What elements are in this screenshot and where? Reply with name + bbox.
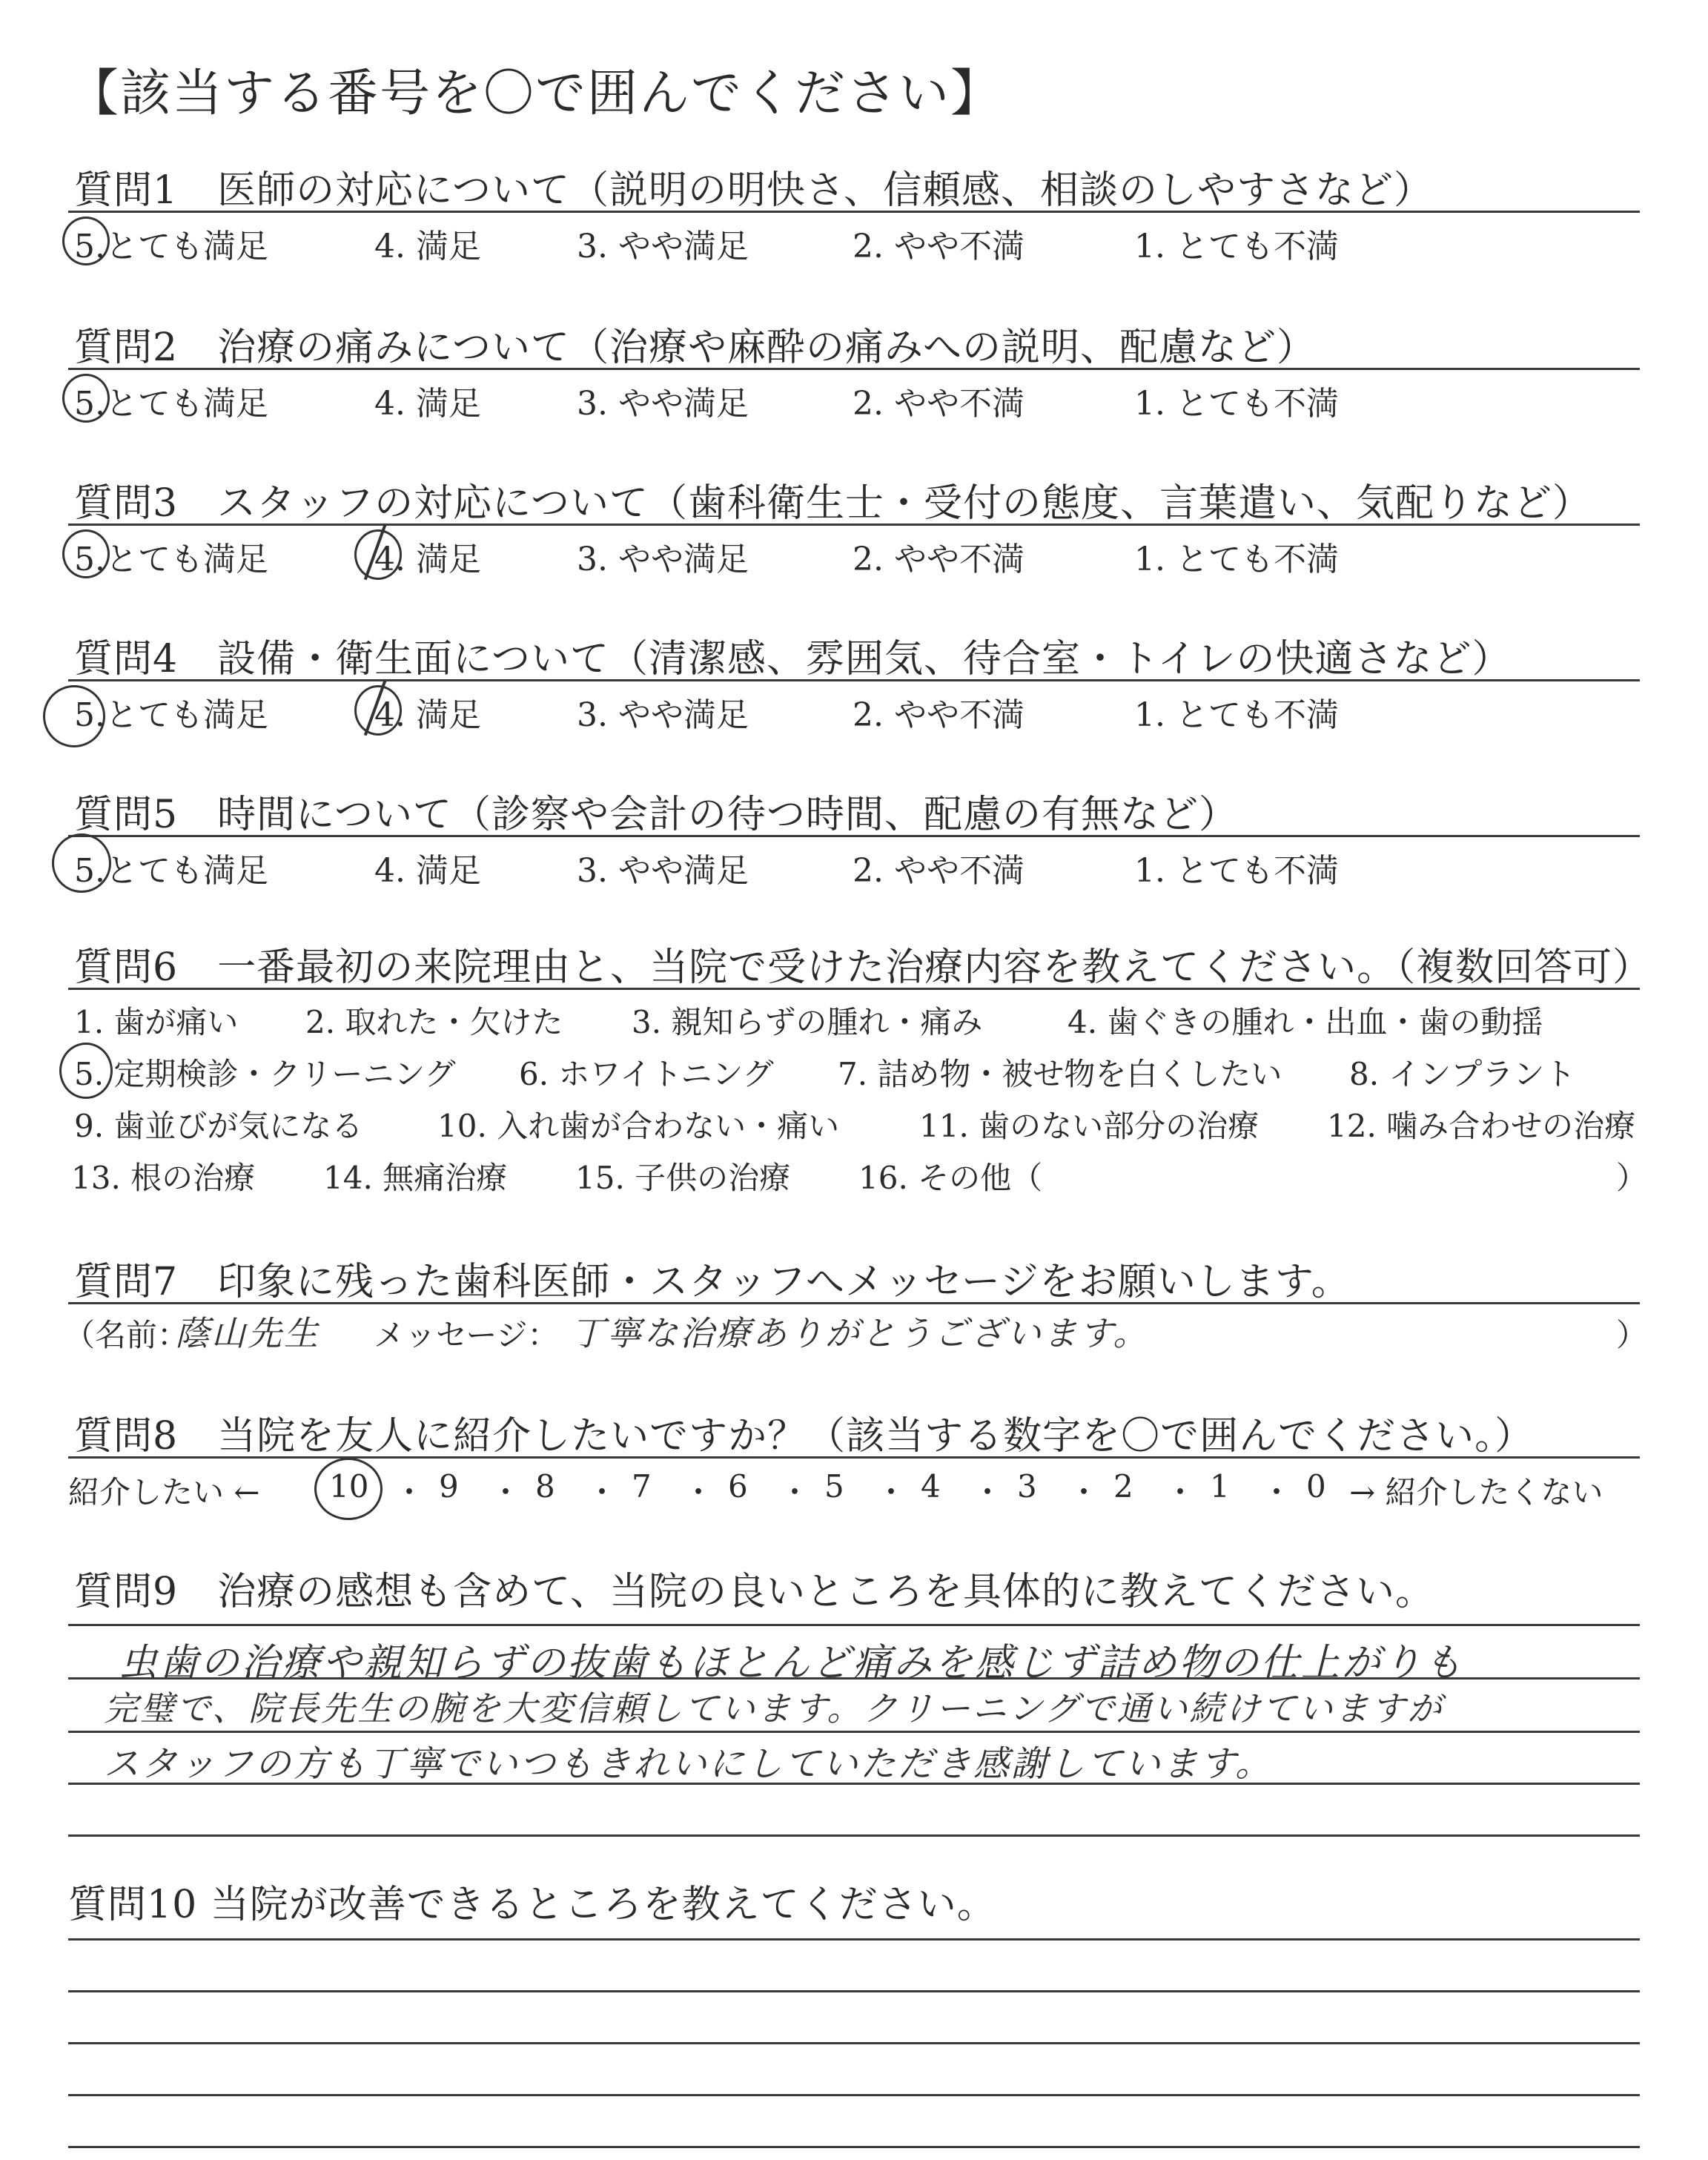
question-5-rule <box>68 835 1640 837</box>
q8-value-5[interactable]: 5 <box>824 1468 844 1505</box>
q1-option-5[interactable]: 5.とても満足 <box>74 228 268 265</box>
q3-option-1[interactable]: 1. とても不満 <box>1134 541 1339 578</box>
q3-selected-circle <box>62 529 110 578</box>
q4-option-2[interactable]: 2. やや不満 <box>853 696 1025 734</box>
question-7-rule <box>68 1302 1640 1304</box>
q1-option-2[interactable]: 2. やや不満 <box>853 228 1025 265</box>
q4-selected-circle <box>43 685 105 747</box>
q7-name-value[interactable]: 蔭山先生 <box>175 1313 320 1353</box>
q2-option-5[interactable]: 5.とても満足 <box>74 385 268 423</box>
q4-option-1[interactable]: 1. とても不満 <box>1134 696 1339 734</box>
q8-value-2[interactable]: 2 <box>1113 1468 1133 1505</box>
q1-selected-circle <box>62 217 110 265</box>
q5-option-5[interactable]: 5.とても満足 <box>74 852 268 890</box>
q8-separator: ・ <box>779 1474 811 1510</box>
q6-option-8[interactable]: 8. インプラント <box>1349 1056 1576 1092</box>
question-4-rule <box>68 679 1640 681</box>
q8-value-9[interactable]: 9 <box>439 1468 459 1505</box>
q9-line-1 <box>68 1624 1640 1626</box>
q10-line-3[interactable] <box>68 2042 1640 2044</box>
q9-answer-line: 虫歯の治療や親知らずの抜歯もほとんど痛みを感じず詰め物の仕上がりも <box>119 1641 1465 1685</box>
q8-separator: ・ <box>1165 1474 1196 1510</box>
question-7-heading: 質問7 印象に残った歯科医師・スタッフへメッセージをお願いします。 <box>74 1260 1351 1304</box>
q8-value-6[interactable]: 6 <box>728 1468 748 1505</box>
question-6-rule <box>68 988 1640 990</box>
q9-line-3 <box>68 1731 1640 1733</box>
q6-option-12[interactable]: 12. 噛み合わせの治療 <box>1327 1108 1636 1144</box>
q9-answer-line: スタッフの方も丁寧でいつもきれいにしていただき感謝しています。 <box>104 1743 1274 1785</box>
q2-option-4[interactable]: 4. 満足 <box>374 385 481 423</box>
q8-separator: ・ <box>1261 1474 1293 1510</box>
q8-separator: ・ <box>394 1474 426 1510</box>
q6-option-10[interactable]: 10. 入れ歯が合わない・痛い <box>437 1108 840 1144</box>
q8-value-4[interactable]: 4 <box>921 1468 941 1505</box>
q6-option-13[interactable]: 13. 根の治療 <box>71 1160 256 1196</box>
q8-selected-circle <box>314 1458 383 1520</box>
q3-option-2[interactable]: 2. やや不満 <box>853 541 1025 578</box>
q4-option-5[interactable]: 5.とても満足 <box>74 696 268 734</box>
q8-separator: ・ <box>683 1474 715 1510</box>
q1-option-3[interactable]: 3. やや満足 <box>577 228 749 265</box>
q6-option-4[interactable]: 4. 歯ぐきの腫れ・出血・歯の動揺 <box>1068 1004 1543 1040</box>
q6-option-2[interactable]: 2. 取れた・欠けた <box>305 1004 563 1040</box>
q6-option-9[interactable]: 9. 歯並びが気になる <box>74 1108 363 1144</box>
question-5-heading: 質問5 時間について（診察や会計の待つ時間、配慮の有無など） <box>74 793 1239 837</box>
q8-separator: ・ <box>586 1474 618 1510</box>
q5-option-2[interactable]: 2. やや不満 <box>853 852 1025 890</box>
q6-option-11[interactable]: 11. 歯のない部分の治療 <box>919 1108 1260 1144</box>
q8-value-8[interactable]: 8 <box>535 1468 555 1505</box>
question-6-heading: 質問6 一番最初の来院理由と、当院で受けた治療内容を教えてください。（複数回答可） <box>74 945 1652 990</box>
q6-option-14[interactable]: 14. 無痛治療 <box>323 1160 508 1196</box>
q2-option-2[interactable]: 2. やや不満 <box>853 385 1025 423</box>
q8-right-label: → 紹介したくない <box>1349 1474 1603 1510</box>
q3-option-3[interactable]: 3. やや満足 <box>577 541 749 578</box>
q8-separator: ・ <box>972 1474 1004 1510</box>
question-4-heading: 質問4 設備・衛生面について（清潔感、雰囲気、待合室・トイレの快適さなど） <box>74 637 1512 681</box>
q6-selected-circle <box>59 1043 113 1099</box>
q8-separator: ・ <box>1068 1474 1100 1510</box>
q7-close-paren: ） <box>1616 1317 1648 1353</box>
q2-selected-circle <box>62 374 110 423</box>
q4-option-4[interactable]: 4. 満足 <box>374 696 481 734</box>
question-3-rule <box>68 524 1640 526</box>
q6-option-6[interactable]: 6. ホワイトニング <box>519 1056 774 1092</box>
q5-option-3[interactable]: 3. やや満足 <box>577 852 749 890</box>
q6-other-close-paren: ） <box>1616 1160 1648 1196</box>
q8-left-label: 紹介したい ← <box>68 1474 260 1510</box>
question-10-heading: 質問10 当院が改善できるところを教えてください。 <box>68 1883 996 1927</box>
q3-cancelled-circle <box>354 529 402 580</box>
q8-separator: ・ <box>875 1474 907 1510</box>
q10-line-1[interactable] <box>68 1938 1640 1941</box>
q6-option-3[interactable]: 3. 親知らずの腫れ・痛み <box>632 1004 983 1040</box>
q8-value-10[interactable]: 10 <box>329 1468 369 1505</box>
q7-message-value[interactable]: 丁寧な治療ありがとうございます。 <box>571 1313 1150 1353</box>
question-8-rule <box>68 1456 1640 1459</box>
q6-option-1[interactable]: 1. 歯が痛い <box>74 1004 239 1040</box>
q8-value-1[interactable]: 1 <box>1210 1468 1230 1505</box>
q7-name-label: （名前： <box>64 1317 189 1353</box>
q8-value-7[interactable]: 7 <box>632 1468 652 1505</box>
q8-separator: ・ <box>490 1474 522 1510</box>
q10-line-5[interactable] <box>68 2146 1640 2148</box>
q6-option-15[interactable]: 15. 子供の治療 <box>575 1160 791 1196</box>
q4-option-3[interactable]: 3. やや満足 <box>577 696 749 734</box>
q10-line-4[interactable] <box>68 2094 1640 2096</box>
question-2-rule <box>68 368 1640 370</box>
q5-option-1[interactable]: 1. とても不満 <box>1134 852 1339 890</box>
q1-option-1[interactable]: 1. とても不満 <box>1134 228 1339 265</box>
q3-option-4[interactable]: 4. 満足 <box>374 541 481 578</box>
question-9-heading: 質問9 治療の感想も含めて、当院の良いところを具体的に教えてください。 <box>74 1570 1435 1614</box>
q6-option-5[interactable]: 5. 定期検診・クリーニング <box>74 1056 456 1092</box>
q6-option-16[interactable]: 16. その他（ <box>858 1160 1043 1196</box>
q4-cancelled-circle <box>354 685 402 736</box>
q2-option-1[interactable]: 1. とても不満 <box>1134 385 1339 423</box>
form-title: 【該当する番号を〇で囲んでください】 <box>68 65 1003 123</box>
q9-answer-line: 完璧で、院長先生の腕を大変信頼しています。クリーニングで通い続けていますが <box>104 1688 1444 1728</box>
question-1-heading: 質問1 医師の対応について（説明の明快さ、信頼感、相談のしやすさなど） <box>74 168 1433 213</box>
question-3-heading: 質問3 スタッフの対応について（歯科衛生士・受付の態度、言葉遣い、気配りなど） <box>74 481 1592 526</box>
q10-line-2[interactable] <box>68 1990 1640 1992</box>
q2-option-3[interactable]: 3. やや満足 <box>577 385 749 423</box>
q8-value-3[interactable]: 3 <box>1017 1468 1037 1505</box>
question-1-rule <box>68 211 1640 213</box>
q7-message-label: メッセージ： <box>374 1317 559 1353</box>
q6-option-7[interactable]: 7. 詰め物・被せ物を白くしたい <box>838 1056 1282 1092</box>
q3-option-5[interactable]: 5.とても満足 <box>74 541 268 578</box>
q1-option-4[interactable]: 4. 満足 <box>374 228 481 265</box>
q5-selected-circle <box>52 833 111 893</box>
question-2-heading: 質問2 治療の痛みについて（治療や麻酔の痛みへの説明、配慮など） <box>74 326 1317 370</box>
q5-option-4[interactable]: 4. 満足 <box>374 852 481 890</box>
q8-value-0[interactable]: 0 <box>1306 1468 1326 1505</box>
question-8-heading: 質問8 当院を友人に紹介したいですか？（該当する数字を〇で囲んでください。） <box>74 1414 1535 1459</box>
q9-line-5 <box>68 1834 1640 1837</box>
